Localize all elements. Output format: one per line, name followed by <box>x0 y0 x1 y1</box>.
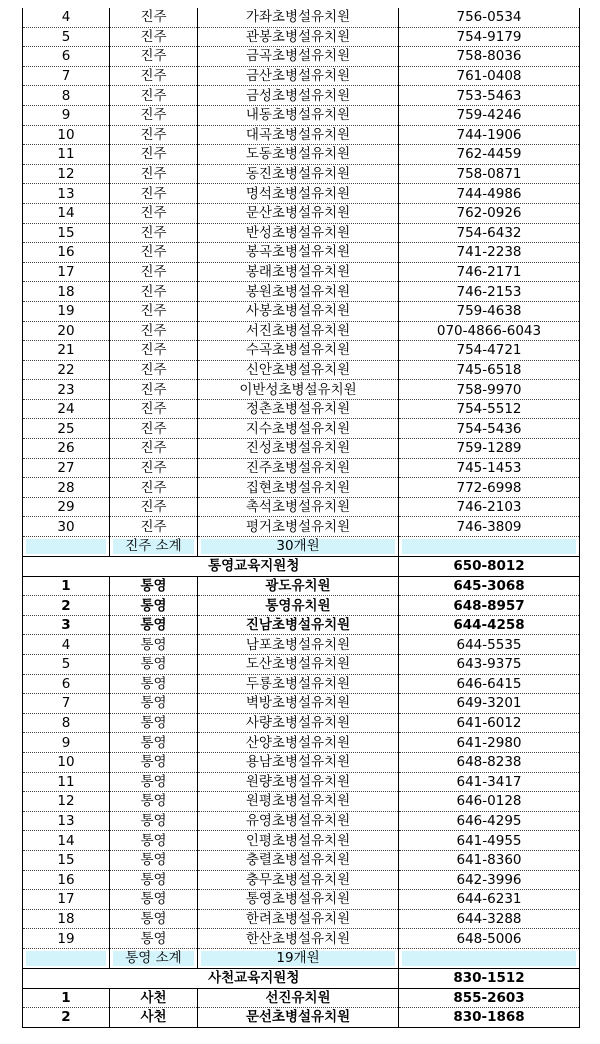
row-number: 13 <box>23 811 110 831</box>
row-kindergarten-name: 충무초병설유치원 <box>198 870 399 890</box>
row-kindergarten-name: 두룡초병설유치원 <box>198 674 399 694</box>
row-region: 진주 <box>110 8 198 27</box>
row-phone: 645-3068 <box>399 576 580 596</box>
row-kindergarten-name: 사량초병설유치원 <box>198 713 399 733</box>
table-row <box>23 27 580 47</box>
row-phone: 641-3417 <box>399 772 580 792</box>
row-region: 통영 <box>110 615 198 635</box>
table-row <box>23 184 580 204</box>
office-name: 통영교육지원청 <box>110 557 399 577</box>
row-number: 21 <box>23 341 110 361</box>
row-region: 진주 <box>110 27 198 47</box>
subtotal-label-fill: 진주 소계 <box>113 539 194 554</box>
row-region: 진주 <box>110 203 198 223</box>
row-number: 7 <box>23 694 110 714</box>
row-region: 진주 <box>110 360 198 380</box>
row-kindergarten-name: 내동초병설유치원 <box>198 105 399 125</box>
row-number: 8 <box>23 713 110 733</box>
row-kindergarten-name: 선진유치원 <box>198 988 399 1008</box>
row-phone: 744-1906 <box>399 125 580 145</box>
table-row <box>23 66 580 86</box>
row-kindergarten-name: 한려초병설유치원 <box>198 909 399 929</box>
row-phone: 746-3809 <box>399 517 580 537</box>
row-number: 5 <box>23 655 110 675</box>
row-number: 16 <box>23 243 110 263</box>
row-region: 진주 <box>110 86 198 106</box>
row-kindergarten-name: 산양초병설유치원 <box>198 733 399 753</box>
subtotal-label <box>110 948 198 968</box>
table-row <box>23 655 580 675</box>
table-row <box>23 341 580 361</box>
row-kindergarten-name: 봉곡초병설유치원 <box>198 243 399 263</box>
row-number: 18 <box>23 909 110 929</box>
subtotal-label <box>110 537 198 557</box>
row-number: 4 <box>23 8 110 27</box>
subtotal-count-fill: 30개원 <box>201 539 395 554</box>
subtotal-label-fill: 통영 소계 <box>113 951 194 966</box>
row-region: 진주 <box>110 497 198 517</box>
subtotal-blank-cell <box>23 948 110 968</box>
row-phone: 644-6231 <box>399 890 580 910</box>
subtotal-row <box>23 948 580 968</box>
row-region: 진주 <box>110 478 198 498</box>
table-row <box>23 380 580 400</box>
row-kindergarten-name: 집현초병설유치원 <box>198 478 399 498</box>
row-phone: 644-3288 <box>399 909 580 929</box>
row-phone: 758-8036 <box>399 47 580 67</box>
subtotal-count <box>198 537 399 557</box>
row-region: 통영 <box>110 929 198 949</box>
table-row <box>23 713 580 733</box>
table-row <box>23 792 580 812</box>
table-row <box>23 262 580 282</box>
row-kindergarten-name: 금산초병설유치원 <box>198 66 399 86</box>
table-row <box>23 1008 580 1028</box>
table-row <box>23 243 580 263</box>
row-number: 6 <box>23 47 110 67</box>
table-row <box>23 203 580 223</box>
row-phone: 642-3996 <box>399 870 580 890</box>
row-number: 19 <box>23 301 110 321</box>
row-kindergarten-name: 대곡초병설유치원 <box>198 125 399 145</box>
row-region: 진주 <box>110 125 198 145</box>
row-kindergarten-name: 봉래초병설유치원 <box>198 262 399 282</box>
row-kindergarten-name: 통영유치원 <box>198 596 399 616</box>
row-kindergarten-name: 진성초병설유치원 <box>198 439 399 459</box>
row-kindergarten-name: 원평초병설유치원 <box>198 792 399 812</box>
row-region: 통영 <box>110 674 198 694</box>
row-phone: 759-1289 <box>399 439 580 459</box>
row-kindergarten-name: 원량초병설유치원 <box>198 772 399 792</box>
row-region: 사천 <box>110 1008 198 1028</box>
table-row <box>23 47 580 67</box>
row-phone: 772-6998 <box>399 478 580 498</box>
row-kindergarten-name: 도동초병설유치원 <box>198 145 399 165</box>
table-row <box>23 909 580 929</box>
row-number: 8 <box>23 86 110 106</box>
row-region: 진주 <box>110 419 198 439</box>
row-phone: 070-4866-6043 <box>399 321 580 341</box>
row-number: 17 <box>23 262 110 282</box>
row-region: 진주 <box>110 47 198 67</box>
table-row <box>23 615 580 635</box>
row-region: 사천 <box>110 988 198 1008</box>
row-phone: 758-9970 <box>399 380 580 400</box>
row-number: 23 <box>23 380 110 400</box>
row-region: 통영 <box>110 850 198 870</box>
row-region: 통영 <box>110 890 198 910</box>
row-region: 통영 <box>110 831 198 851</box>
table-row <box>23 105 580 125</box>
row-kindergarten-name: 명석초병설유치원 <box>198 184 399 204</box>
row-kindergarten-name: 관봉초병설유치원 <box>198 27 399 47</box>
table-row <box>23 635 580 655</box>
office-phone: 830-1512 <box>399 968 580 988</box>
row-region: 진주 <box>110 184 198 204</box>
row-region: 통영 <box>110 792 198 812</box>
row-number: 12 <box>23 164 110 184</box>
subtotal-blank-phone-fill <box>402 951 576 966</box>
table-row <box>23 164 580 184</box>
row-region: 진주 <box>110 341 198 361</box>
row-number: 10 <box>23 125 110 145</box>
table-row <box>23 733 580 753</box>
row-kindergarten-name: 정촌초병설유치원 <box>198 399 399 419</box>
row-phone: 649-3201 <box>399 694 580 714</box>
row-kindergarten-name: 지수초병설유치원 <box>198 419 399 439</box>
table-row <box>23 86 580 106</box>
row-region: 진주 <box>110 380 198 400</box>
office-name: 사천교육지원청 <box>110 968 399 988</box>
row-region: 통영 <box>110 576 198 596</box>
row-number: 5 <box>23 27 110 47</box>
row-kindergarten-name: 금곡초병설유치원 <box>198 47 399 67</box>
table-row <box>23 752 580 772</box>
row-number: 12 <box>23 792 110 812</box>
office-blank-cell <box>23 968 110 988</box>
row-region: 통영 <box>110 655 198 675</box>
row-number: 25 <box>23 419 110 439</box>
row-region: 통영 <box>110 772 198 792</box>
table-row <box>23 478 580 498</box>
row-phone: 643-9375 <box>399 655 580 675</box>
table-row <box>23 674 580 694</box>
row-number: 11 <box>23 145 110 165</box>
row-phone: 644-5535 <box>399 635 580 655</box>
row-number: 16 <box>23 870 110 890</box>
row-phone: 648-5006 <box>399 929 580 949</box>
row-region: 진주 <box>110 301 198 321</box>
row-number: 10 <box>23 752 110 772</box>
row-number: 22 <box>23 360 110 380</box>
row-phone: 644-4258 <box>399 615 580 635</box>
row-number: 15 <box>23 223 110 243</box>
row-phone: 754-6432 <box>399 223 580 243</box>
row-kindergarten-name: 충렬초병설유치원 <box>198 850 399 870</box>
row-kindergarten-name: 문산초병설유치원 <box>198 203 399 223</box>
row-number: 15 <box>23 850 110 870</box>
row-region: 진주 <box>110 262 198 282</box>
table-row <box>23 145 580 165</box>
row-phone: 646-0128 <box>399 792 580 812</box>
row-phone: 648-8238 <box>399 752 580 772</box>
table-row <box>23 694 580 714</box>
row-number: 26 <box>23 439 110 459</box>
office-header-row <box>23 968 580 988</box>
row-kindergarten-name: 한산초병설유치원 <box>198 929 399 949</box>
row-number: 13 <box>23 184 110 204</box>
row-region: 통영 <box>110 635 198 655</box>
row-number: 2 <box>23 596 110 616</box>
row-phone: 746-2171 <box>399 262 580 282</box>
row-number: 14 <box>23 203 110 223</box>
row-phone: 641-4955 <box>399 831 580 851</box>
table-row <box>23 850 580 870</box>
row-number: 29 <box>23 497 110 517</box>
row-phone: 646-4295 <box>399 811 580 831</box>
row-phone: 754-4721 <box>399 341 580 361</box>
row-kindergarten-name: 신안초병설유치원 <box>198 360 399 380</box>
row-kindergarten-name: 동진초병설유치원 <box>198 164 399 184</box>
row-phone: 759-4638 <box>399 301 580 321</box>
row-kindergarten-name: 용남초병설유치원 <box>198 752 399 772</box>
office-header-row <box>23 557 580 577</box>
table-row <box>23 399 580 419</box>
table-row <box>23 890 580 910</box>
row-kindergarten-name: 사봉초병설유치원 <box>198 301 399 321</box>
subtotal-row <box>23 537 580 557</box>
row-kindergarten-name: 진남초병설유치원 <box>198 615 399 635</box>
row-phone: 746-2103 <box>399 497 580 517</box>
subtotal-blank-cell-fill <box>26 539 106 554</box>
office-blank-cell <box>23 557 110 577</box>
row-phone: 744-4986 <box>399 184 580 204</box>
row-region: 진주 <box>110 321 198 341</box>
table-row <box>23 282 580 302</box>
row-region: 통영 <box>110 596 198 616</box>
subtotal-blank-cell-fill <box>26 951 106 966</box>
table-row <box>23 596 580 616</box>
table-row <box>23 321 580 341</box>
row-phone: 762-0926 <box>399 203 580 223</box>
table-row <box>23 223 580 243</box>
row-kindergarten-name: 봉원초병설유치원 <box>198 282 399 302</box>
row-phone: 641-2980 <box>399 733 580 753</box>
row-number: 6 <box>23 674 110 694</box>
row-number: 27 <box>23 458 110 478</box>
row-number: 4 <box>23 635 110 655</box>
row-kindergarten-name: 금성초병설유치원 <box>198 86 399 106</box>
subtotal-blank-phone-fill <box>402 539 576 554</box>
row-kindergarten-name: 남포초병설유치원 <box>198 635 399 655</box>
row-region: 진주 <box>110 399 198 419</box>
row-number: 3 <box>23 615 110 635</box>
row-kindergarten-name: 통영초병설유치원 <box>198 890 399 910</box>
row-phone: 746-2153 <box>399 282 580 302</box>
row-region: 진주 <box>110 66 198 86</box>
row-region: 진주 <box>110 458 198 478</box>
subtotal-blank-phone <box>399 948 580 968</box>
row-kindergarten-name: 평거초병설유치원 <box>198 517 399 537</box>
row-phone: 754-5512 <box>399 399 580 419</box>
row-number: 17 <box>23 890 110 910</box>
row-kindergarten-name: 서진초병설유치원 <box>198 321 399 341</box>
row-phone: 754-9179 <box>399 27 580 47</box>
row-number: 18 <box>23 282 110 302</box>
table-row <box>23 439 580 459</box>
row-phone: 759-4246 <box>399 105 580 125</box>
table-row <box>23 811 580 831</box>
row-number: 2 <box>23 1008 110 1028</box>
table-row <box>23 125 580 145</box>
row-kindergarten-name: 문선초병설유치원 <box>198 1008 399 1028</box>
row-number: 7 <box>23 66 110 86</box>
row-number: 19 <box>23 929 110 949</box>
table-row <box>23 988 580 1008</box>
row-phone: 745-1453 <box>399 458 580 478</box>
row-kindergarten-name: 벽방초병설유치원 <box>198 694 399 714</box>
row-number: 9 <box>23 105 110 125</box>
row-region: 진주 <box>110 439 198 459</box>
row-number: 30 <box>23 517 110 537</box>
kindergarten-directory-sheet <box>22 8 579 1028</box>
row-phone: 646-6415 <box>399 674 580 694</box>
table-row <box>23 831 580 851</box>
row-region: 통영 <box>110 909 198 929</box>
row-region: 진주 <box>110 105 198 125</box>
row-number: 9 <box>23 733 110 753</box>
table-row <box>23 360 580 380</box>
directory-table <box>22 8 580 1028</box>
table-row <box>23 458 580 478</box>
row-phone: 754-5436 <box>399 419 580 439</box>
office-phone: 650-8012 <box>399 557 580 577</box>
row-phone: 855-2603 <box>399 988 580 1008</box>
row-number: 24 <box>23 399 110 419</box>
row-phone: 758-0871 <box>399 164 580 184</box>
row-region: 통영 <box>110 752 198 772</box>
row-phone: 761-0408 <box>399 66 580 86</box>
row-region: 통영 <box>110 694 198 714</box>
row-region: 진주 <box>110 164 198 184</box>
row-region: 진주 <box>110 282 198 302</box>
row-region: 진주 <box>110 223 198 243</box>
row-number: 1 <box>23 576 110 596</box>
row-region: 통영 <box>110 733 198 753</box>
table-row <box>23 772 580 792</box>
row-phone: 745-6518 <box>399 360 580 380</box>
row-phone: 648-8957 <box>399 596 580 616</box>
row-kindergarten-name: 반성초병설유치원 <box>198 223 399 243</box>
row-kindergarten-name: 수곡초병설유치원 <box>198 341 399 361</box>
row-region: 진주 <box>110 243 198 263</box>
row-region: 통영 <box>110 713 198 733</box>
subtotal-blank-phone <box>399 537 580 557</box>
table-row <box>23 929 580 949</box>
table-row <box>23 517 580 537</box>
row-number: 20 <box>23 321 110 341</box>
row-phone: 741-2238 <box>399 243 580 263</box>
table-row <box>23 576 580 596</box>
row-region: 진주 <box>110 145 198 165</box>
row-number: 11 <box>23 772 110 792</box>
row-phone: 753-5463 <box>399 86 580 106</box>
row-phone: 641-8360 <box>399 850 580 870</box>
table-row <box>23 8 580 27</box>
row-kindergarten-name: 광도유치원 <box>198 576 399 596</box>
row-kindergarten-name: 도산초병설유치원 <box>198 655 399 675</box>
directory-table-body <box>23 8 580 1027</box>
row-kindergarten-name: 인평초병설유치원 <box>198 831 399 851</box>
subtotal-count <box>198 948 399 968</box>
subtotal-blank-cell <box>23 537 110 557</box>
table-row <box>23 497 580 517</box>
row-number: 1 <box>23 988 110 1008</box>
table-row <box>23 870 580 890</box>
table-row <box>23 301 580 321</box>
row-region: 진주 <box>110 517 198 537</box>
row-kindergarten-name: 촉석초병설유치원 <box>198 497 399 517</box>
row-kindergarten-name: 가좌초병설유치원 <box>198 8 399 27</box>
row-phone: 762-4459 <box>399 145 580 165</box>
row-phone: 830-1868 <box>399 1008 580 1028</box>
subtotal-count-fill: 19개원 <box>201 951 395 966</box>
row-phone: 641-6012 <box>399 713 580 733</box>
row-number: 14 <box>23 831 110 851</box>
row-kindergarten-name: 진주초병설유치원 <box>198 458 399 478</box>
row-region: 통영 <box>110 870 198 890</box>
row-phone: 756-0534 <box>399 8 580 27</box>
table-row <box>23 419 580 439</box>
row-number: 28 <box>23 478 110 498</box>
row-kindergarten-name: 이반성초병설유치원 <box>198 380 399 400</box>
row-region: 통영 <box>110 811 198 831</box>
row-kindergarten-name: 유영초병설유치원 <box>198 811 399 831</box>
